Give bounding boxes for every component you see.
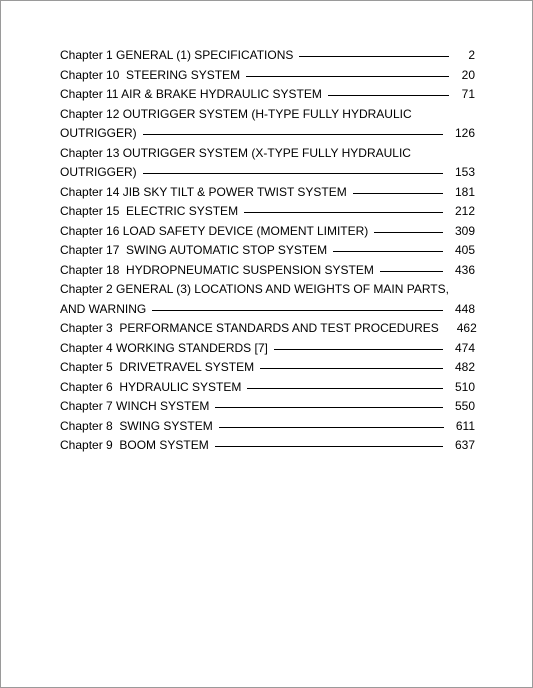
toc-page-number: 2: [468, 48, 475, 62]
toc-page-number: 482: [454, 360, 475, 374]
toc-entry-title: Chapter 1 GENERAL (1) SPECIFICATIONS: [60, 48, 294, 62]
toc-leader-line: [244, 212, 443, 213]
toc-entry-title: Chapter 16 LOAD SAFETY DEVICE (MOMENT LIMITER): [60, 223, 369, 238]
toc-entry-title: Chapter 11 AIR & BRAKE HYDRAULIC SYSTEM: [60, 87, 322, 101]
toc-entry-title: Chapter 10 STEERING SYSTEM: [60, 67, 241, 82]
toc-page-number: 550: [454, 399, 475, 413]
toc-page-number: 20: [461, 67, 475, 82]
toc-page-number: 436: [454, 262, 475, 277]
toc-entry-title: Chapter 18 HYDROPNEUMATIC SUSPENSION SYSTEM: [60, 262, 374, 277]
toc-entry-title: OUTRIGGER): [60, 126, 137, 140]
toc-leader-line: [333, 251, 443, 252]
toc-entry-title: AND WARNING: [60, 301, 147, 316]
toc-page-number: 462: [456, 321, 477, 335]
toc-entry-title: Chapter 17 SWING AUTOMATIC STOP SYSTEM: [60, 243, 328, 257]
toc-leader-line: [143, 134, 443, 135]
toc-leader-line: [215, 446, 443, 447]
toc-entry[interactable]: [60, 397, 475, 417]
toc-entry[interactable]: [60, 261, 475, 281]
toc-leader-line: [328, 95, 449, 96]
toc-leader-line: [299, 56, 449, 57]
toc-entry[interactable]: [60, 436, 475, 456]
toc-leader-line: [143, 173, 443, 174]
toc-entry[interactable]: [60, 183, 475, 203]
toc-entry[interactable]: [60, 241, 475, 261]
toc-entry[interactable]: [60, 105, 475, 144]
toc-page-number: 448: [454, 301, 475, 316]
toc-entry[interactable]: [60, 378, 475, 398]
toc-entry-title: Chapter 8 SWING SYSTEM: [60, 418, 213, 433]
toc-leader-line: [219, 427, 444, 428]
toc-entry-title-first-line: Chapter 12 OUTRIGGER SYSTEM (H-TYPE FULLY HYDRAULIC: [60, 106, 412, 121]
toc-entry-title: Chapter 6 HYDRAULIC SYSTEM: [60, 379, 242, 394]
toc-page-number: 126: [454, 126, 475, 140]
toc-page-number: 309: [454, 223, 475, 238]
toc-page-number: 405: [454, 243, 475, 257]
toc-leader-line: [260, 368, 443, 369]
toc-leader-line: [246, 76, 449, 77]
toc-entry-title: Chapter 4 WORKING STANDERDS [7]: [60, 340, 268, 355]
toc-leader-line: [353, 193, 443, 194]
toc-entry[interactable]: [60, 358, 475, 378]
toc-leader-line: [215, 407, 443, 408]
toc-entry-title: Chapter 15 ELECTRIC SYSTEM: [60, 204, 239, 218]
toc-entry[interactable]: [60, 202, 475, 222]
toc-entry[interactable]: [60, 417, 475, 437]
toc-page-number: 510: [454, 379, 475, 394]
toc-leader-line: [274, 349, 443, 350]
toc-entry[interactable]: [60, 222, 475, 242]
toc-entry-title: Chapter 7 WINCH SYSTEM: [60, 399, 210, 413]
toc-leader-line: [247, 388, 443, 389]
toc-entry-title: Chapter 5 DRIVETRAVEL SYSTEM: [60, 360, 255, 374]
toc-leader-line: [152, 310, 443, 311]
toc-leader-line: [380, 271, 443, 272]
toc-entry[interactable]: [60, 280, 475, 319]
table-of-contents: [60, 46, 475, 456]
toc-page-number: 153: [454, 165, 475, 179]
toc-entry[interactable]: [60, 339, 475, 359]
toc-page-number: 474: [454, 340, 475, 355]
toc-page-number: 71: [461, 87, 475, 101]
toc-entry[interactable]: [60, 319, 475, 339]
toc-entry[interactable]: [60, 144, 475, 183]
toc-page-number: 181: [454, 184, 475, 199]
toc-entry[interactable]: [60, 85, 475, 105]
toc-page-number: 611: [455, 418, 475, 433]
toc-entry-title: Chapter 14 JIB SKY TILT & POWER TWIST SYSTEM: [60, 184, 347, 199]
toc-entry-title: Chapter 9 BOOM SYSTEM: [60, 438, 209, 452]
toc-page-number: 637: [454, 438, 475, 452]
toc-entry-title-first-line: Chapter 2 GENERAL (3) LOCATIONS AND WEIGHTS OF MAIN PARTS,: [60, 282, 449, 296]
toc-entry[interactable]: [60, 46, 475, 66]
toc-page-number: 212: [454, 204, 475, 218]
toc-entry[interactable]: [60, 66, 475, 86]
toc-leader-line: [374, 232, 443, 233]
toc-entry-title: Chapter 3 PERFORMANCE STANDARDS AND TEST PROCEDURES: [60, 321, 439, 335]
toc-entry-title-first-line: Chapter 13 OUTRIGGER SYSTEM (X-TYPE FULLY HYDRAULIC: [60, 145, 411, 160]
toc-entry-title: OUTRIGGER): [60, 165, 137, 179]
